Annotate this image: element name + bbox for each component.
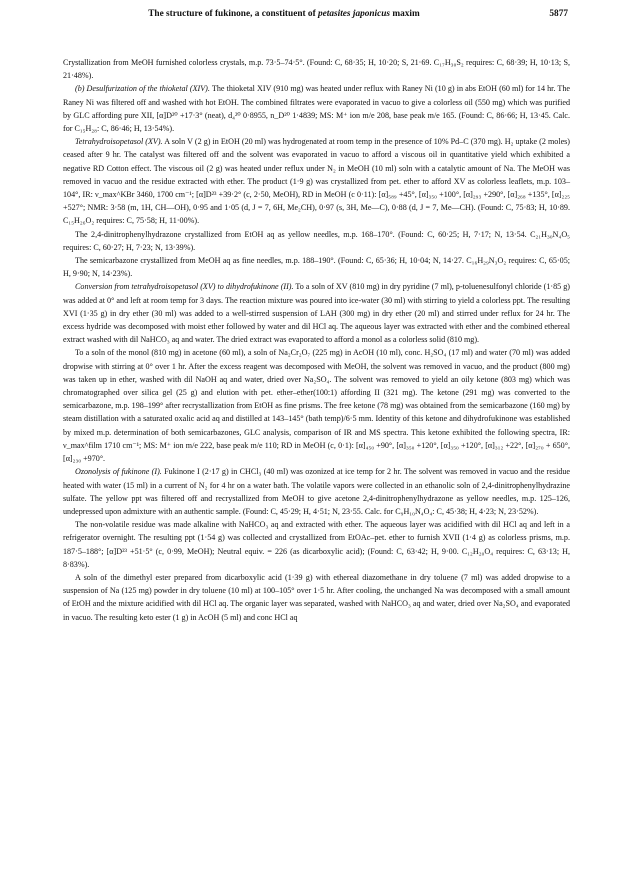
paragraph-dimethyl-ester <box>63 571 570 624</box>
paragraph-conversion <box>63 280 570 346</box>
paragraph-desulfurization <box>63 82 570 135</box>
paragraph-oxidation <box>63 346 570 465</box>
body-text <box>63 56 570 624</box>
paragraph-ozonolysis <box>63 465 570 518</box>
paragraph-text: The semicarbazone crystallized from MeOH aq as fine needles, m.p. 188–190°. (Found: C, 65·36; H, 10·04; N, 14·27. C₁₆H₂₉N₃O₂ requires: C, 65·05; H, 9·90; N, 14·23%). <box>63 256 570 279</box>
title-main: The structure of fukinone, a constituent of <box>148 9 316 19</box>
paragraph-text: To a soln of XV (810 mg) in dry pyridine (7 ml), p-toluenesulfonyl chloride (1·85 g) was added at 0° and left at room temp for 3 days. The reaction mixture was poured into ice-water (30 ml) with stirring to yield a colorless ppt. The resulting XVI (1·35 g) in dry ether (30 ml) was added to a well-stirred suspension of LAH (300 mg) in dry ether (20 ml) and stirred under reflux for 24 hr. The excess hydride was decomposed with moist ether followed by water and dil HCl aq. The aqueous layer was extracted with ether and the combined ethereal extract washed with dil NaHCO₃ aq and water. The dried extract was evaporated to afford a monol as a colorless solid (810 mg). <box>63 282 570 345</box>
paragraph-heading: Conversion from tetrahydroisopetasol (XV) to dihydrofukinone (II). <box>75 282 294 292</box>
paragraph-heading: Ozonolysis of fukinone (I). <box>75 467 162 477</box>
paragraph-text: Fukinone I (2·17 g) in CHCl₃ (40 ml) was ozonized at ice temp for 2 hr. The solvent was removed in vacuo and the residue heated with water (15 ml) in a current of N₂ for 4 hr on a water bath. The volatile vapors were collected in an ethanolic soln of 2,4-dinitrophenylhydrazine sulfate. The yellow ppt was filtered off and recrystallized from MeOH to give acetone 2,4-dinitrophenylhydrazone as yellow needles, m.p. 125–126, undepressed upon admixture with an authentic sample. (Found: C, 45·29; H, 4·51; N, 23·55. Calc. for C₉H₁₀N₄O₄: C, 45·38; H, 4·23; N, 23·52%). <box>63 467 571 516</box>
paragraph-text: A soln V (2 g) in EtOH (20 ml) was hydrogenated at room temp in the presence of 10% Pd–C (370 mg). H₂ uptake (2 moles) ceased after 9 hr. The catalyst was filtered off and the solvent was evaporated in vacuo to afford a viscous oil in quantitative yield which exhibited a negative RD Cotton effect. The viscous oil (2 g) was heated under reflux under N₂ in MeOH (10 ml) soln with a catalytic amount of Na. The MeOH was removed in vacuo and the residue extracted with ether. The product (1·9 g) was crystallized from pet. ether to afford XV as colorless leaflets, m.p. 103–104°, IR: ν_max^KBr 3460, 1700 cm⁻¹; [α]D²³ +39·2° (c, 2·50, MeOH), RD in MeOH (c 0·11): [α]₅₈₉ +45°, [α]₃₅₀ +100°, [α]₂₉₃ +290°, [α]₂₆₈ +135°, [α]₂₂₅ +527°; NMR: 3·58 (m, 1H, CH—OH), 0·95 and 1·05 (d, J = 7, 6H, Me₂CH), 0·97 (s, 3H, Me—C), 0·88 (d, J = 7, Me—CH). (Found: C, 75·83; H, 10·89. C₁₅H₂₆O₂ requires: C, 75·58; H, 11·00%). <box>63 137 571 226</box>
title-species: petasites japonicus <box>318 9 391 19</box>
running-header <box>70 9 568 25</box>
paragraph-text: The 2,4-dinitrophenylhydrazone crystallized from EtOH aq as yellow needles, m.p. 168–170°. (Found: C, 60·25; H, 7·17; N, 13·54. C₂₁H₃₀N₄O₅ requires: C, 60·27; H, 7·23; N, 13·39%). <box>63 229 570 252</box>
paragraph-heading: Tetrahydroisopetasol (XV). <box>75 137 163 147</box>
title-tail: maxim <box>392 9 420 19</box>
paragraph-text: A soln of the dimethyl ester prepared from dicarboxylic acid (1·39 g) with ethereal diazomethane in dry toluene (7 ml) was added dropwise to a suspension of Na (125 mg) powder in dry toluene (10 ml) at 100–105° over 1·5 hr. After cooling, the unchanged Na was decomposed with a small amount of EtOH and the mixture acidified with dil HCl aq. The organic layer was separated, washed with NaHCO₃ aq and water, dried over Na₂SO₄ and evaporated in vacuo. The resulting keto ester (1 g) in AcOH (5 ml) and conc HCl aq <box>63 572 570 622</box>
paragraph-dinitrophenylhydrazone <box>63 228 570 254</box>
paragraph-text: To a soln of the monol (810 mg) in acetone (60 ml), a soln of Na₂Cr₂O₇ (225 mg) in AcOH (10 ml), conc. H₂SO₄ (17 ml) and water (70 ml) was added dropwise with stirring at 0° over 1 hr. After the excess reagent was decomposed with MeOH, the solvent was removed in vacuo, and the product (800 mg) was taken up in ether, washed with dil NaOH aq and water, dried over Na₂SO₄. The solvent was removed to yield an oily ketone (803 mg) which was chromatographed over silica gel (25 g) and elution with pet. ether–ether(100:1) affording II (321 mg). The ketone (291 mg) was converted to the semicarbazone, m.p. 198–199° after recrystallization from EtOH as fine prisms. The free ketone (78 mg) was obtained from the semicarbazone (160 mg) by steam distillation with a saturated oxalic acid aq and distilled at 143–145° (bath temp)/6·5 mm. Identity of this ketone and dihydrofukinone was established by mixed m.p. determination of both semicarbazones, GLC analysis, comparison of IR and MS spectra. This ketone exhibited the following spectra, IR: ν_max^film 1710 cm⁻¹; MS: M⁺ ion m/e 222, base peak m/e 110; RD in MeOH (c, 0·1): [α]₄₅₀ +90°, [α]₃₅₀ +120°, [α]₃₅₀ +120°, [α]₃₁₂ +22°, [α]₂₇₀ + 650°, [α]₂₃₀ +970°. <box>63 348 570 464</box>
paragraph-text: The non-volatile residue was made alkaline with NaHCO₃ aq and extracted with ether. The aqueous layer was acidified with dil HCl aq and left in a refrigerator overnight. The resulting ppt (1·54 g) was collected and crystallized from EtOAc–pet. ether to furnish XVII (1·4 g) as colorless prisms, m.p. 187·5–188°; [α]D²³ +51·5° (c, 0·99, MeOH); Neutral equiv. = 226 (as dicarboxylic acid); (Found: C, 63·42; H, 9·00. C₁₂H₂₀O₄ requires: C, 63·13; H, 8·83%). <box>63 520 570 569</box>
paragraph-tetrahydroisopetasol <box>63 135 570 227</box>
paragraph-non-volatile-residue <box>63 518 570 571</box>
page-number: 5877 <box>549 9 568 19</box>
running-title <box>70 9 498 19</box>
paragraph-heading: (b) Desulfurization of the thioketal (XIV). <box>75 84 210 94</box>
paragraph-text: The thioketal XIV (910 mg) was heated under reflux with Raney Ni (10 g) in abs EtOH (60 ml) for 14 hr. The Raney Ni was filtered off and washed with hot EtOH. The combined filtrates were evaporated in vacuo to give a colorless oil (550 mg) which was purified by GLC affording pure XII, [α]D²⁰ +17·3° (neat), d₄²⁰ 0·8955, n_D²⁰ 1·4839; MS: M⁺ ion m/e 208, base peak m/e 165. (Found: C, 86·66; H, 13·45. Calc. for C₁₅H₂₈: C, 86·46; H, 13·54%). <box>63 84 570 134</box>
paragraph-text: Crystallization from MeOH furnished colorless crystals, m.p. 73·5–74·5°. (Found: C, 68·35; H, 10·20; S, 21·69. C₁₇H₃₀S₂ requires: C, 68·39; H, 10·13; S, 21·48%). <box>63 58 570 81</box>
paragraph-crystallization <box>63 56 570 82</box>
paragraph-semicarbazone <box>63 254 570 280</box>
